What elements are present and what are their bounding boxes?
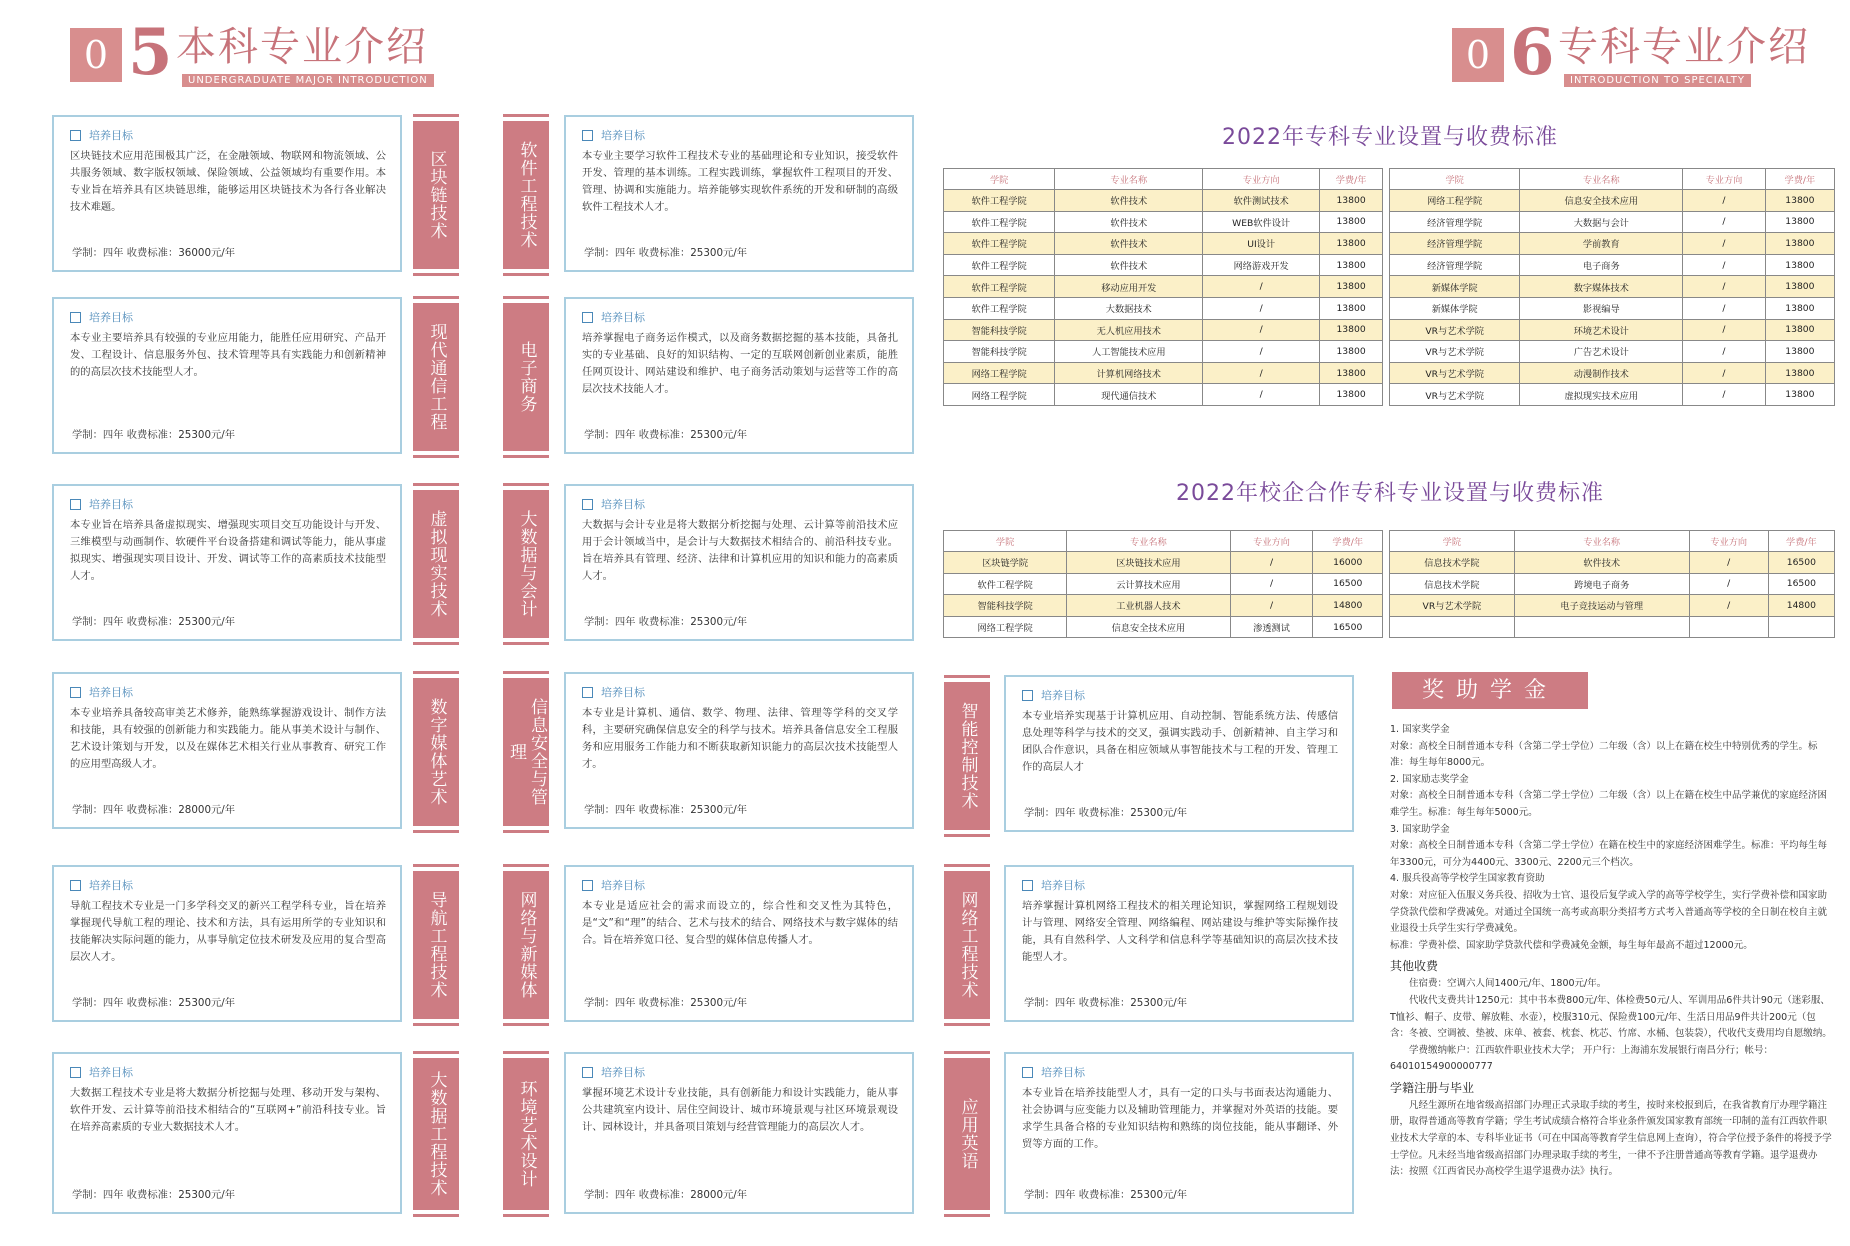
goal-label: 培养目标 bbox=[89, 879, 133, 892]
table-cell: 软件技术 bbox=[1514, 552, 1689, 574]
table-cell: 16500 bbox=[1313, 573, 1383, 595]
goal-label: 培养目标 bbox=[601, 498, 645, 511]
major-description: 本专业是计算机、通信、数学、物理、法律、管理等学科的交叉学科，主要研究确保信息安全的科学与技术。培养具备信息安全工程服务和应用服务工作能力和不断获取新知识能力的高层次技术技能型人才。 bbox=[582, 707, 898, 770]
major-tab bbox=[503, 1058, 549, 1210]
table-cell: 计算机网络技术 bbox=[1055, 362, 1203, 384]
table-cell: 软件技术 bbox=[1055, 233, 1203, 255]
banner-digit-0: 0 bbox=[1452, 28, 1504, 82]
award-item: 1. 国家奖学金 bbox=[1390, 724, 1450, 735]
checkbox-icon bbox=[70, 880, 81, 891]
table-cell: 信息技术学院 bbox=[1390, 552, 1515, 574]
award-item: 对象：高校全日制普通本专科（含第二学士学位）二年级（含）以上在籍在校生中品学兼优的家庭经济困难学生。标准：每生每年5000元。 bbox=[1390, 790, 1828, 818]
checkbox-icon bbox=[70, 1067, 81, 1078]
table-cell: / bbox=[1203, 319, 1320, 341]
table-cell: / bbox=[1683, 276, 1766, 298]
major-card bbox=[52, 115, 402, 272]
table-cell bbox=[1390, 616, 1515, 638]
major-fee: 学制：四年 收费标准：25300元/年 bbox=[72, 1189, 236, 1201]
table-cell: 信息安全技术应用 bbox=[1520, 190, 1683, 212]
checkbox-icon bbox=[1022, 880, 1033, 891]
table-cell: 大数据技术 bbox=[1055, 297, 1203, 319]
table-cell: / bbox=[1683, 297, 1766, 319]
table-cell: 13800 bbox=[1765, 233, 1834, 255]
table-row bbox=[944, 254, 1383, 276]
table-cell: 软件技术 bbox=[1055, 211, 1203, 233]
table-row bbox=[944, 552, 1383, 574]
major-fee: 学制：四年 收费标准：25300元/年 bbox=[72, 997, 236, 1009]
major-description: 本专业主要培养具有较强的专业应用能力，能胜任应用研究、产品开发、工程设计、信息服务外包、技术管理等具有实践能力和创新精神的的高层次技术技能型人才。 bbox=[70, 332, 386, 378]
column-header: 学费/年 bbox=[1313, 531, 1383, 552]
checkbox-icon bbox=[70, 312, 81, 323]
checkbox-icon bbox=[582, 130, 593, 141]
goal-label: 培养目标 bbox=[89, 311, 133, 324]
checkbox-icon bbox=[582, 880, 593, 891]
table-cell: 软件工程学院 bbox=[944, 190, 1055, 212]
table-cell: 现代通信技术 bbox=[1055, 384, 1203, 406]
table-cell: / bbox=[1683, 384, 1766, 406]
major-card bbox=[52, 1052, 402, 1214]
table-row bbox=[944, 384, 1383, 406]
major-tab bbox=[413, 678, 459, 826]
major-description: 本专业旨在培养技能型人才，具有一定的口头与书面表达沟通能力、社会协调与应变能力以及辅助管理能力，并掌握对外英语的技能。要求学生具备合格的专业知识结构和熟练的岗位技能，能从事翻译、外贸等方面的工作。 bbox=[1022, 1087, 1338, 1150]
major-fee: 学制：四年 收费标准：28000元/年 bbox=[584, 1189, 748, 1201]
major-fee: 学制：四年 收费标准：25300元/年 bbox=[1024, 1189, 1188, 1201]
table-cell: WEB软件设计 bbox=[1203, 211, 1320, 233]
table-cell: / bbox=[1230, 552, 1313, 574]
table-cell: 渗透测试 bbox=[1230, 616, 1313, 638]
table-cell: 13800 bbox=[1320, 211, 1383, 233]
goal-label: 培养目标 bbox=[601, 686, 645, 699]
table-row bbox=[1390, 211, 1835, 233]
table-cell: 13800 bbox=[1320, 384, 1383, 406]
table-cell bbox=[1768, 616, 1834, 638]
table-cell: 学前教育 bbox=[1520, 233, 1683, 255]
column-header: 学院 bbox=[1390, 531, 1515, 552]
undergrad-banner bbox=[70, 15, 460, 90]
major-fee: 学制：四年 收费标准：25300元/年 bbox=[1024, 807, 1188, 819]
column-header: 专业名称 bbox=[1514, 531, 1689, 552]
column-header: 学费/年 bbox=[1765, 169, 1834, 190]
coop-fee-table bbox=[943, 530, 1383, 638]
major-card bbox=[52, 865, 402, 1022]
major-tab-label: 区块链技术 bbox=[426, 150, 447, 240]
major-tab bbox=[503, 303, 549, 451]
table-cell: 13800 bbox=[1320, 297, 1383, 319]
major-tab-label: 大数据工程技术 bbox=[426, 1071, 447, 1197]
table-title: 2022年专科专业设置与收费标准 bbox=[1222, 125, 1558, 150]
goal-label: 培养目标 bbox=[601, 1066, 645, 1079]
table-cell: 广告艺术设计 bbox=[1520, 341, 1683, 363]
page-subtitle: UNDERGRADUATE MAJOR INTRODUCTION bbox=[182, 74, 434, 87]
table-cell: UI设计 bbox=[1203, 233, 1320, 255]
table-cell: 信息安全技术应用 bbox=[1067, 616, 1230, 638]
table-cell: VR与艺术学院 bbox=[1390, 362, 1520, 384]
table-cell: 网络工程学院 bbox=[1390, 190, 1520, 212]
table-row bbox=[1390, 297, 1835, 319]
award-item: 对象：高校全日制普通本专科（含第二学士学位）在籍在校生中的家庭经济困难学生。标准：平均每生每年3300元，可分为4400元、3300元、2200元三个档次。 bbox=[1390, 840, 1828, 868]
table-cell: / bbox=[1689, 573, 1768, 595]
award-item: 2. 国家励志奖学金 bbox=[1390, 773, 1469, 785]
table-cell: 经济管理学院 bbox=[1390, 211, 1520, 233]
table-cell bbox=[1514, 616, 1689, 638]
table-row bbox=[1390, 595, 1835, 617]
table-row bbox=[1390, 276, 1835, 298]
award-item: 3. 国家助学金 bbox=[1390, 823, 1450, 835]
table-cell: 影视编导 bbox=[1520, 297, 1683, 319]
major-description: 导航工程技术专业是一门多学科交叉的新兴工程学科专业，旨在培养掌握现代导航工程的理论、技术和方法，具有运用所学的专业知识和技能解决实际问题的能力，从事导航定位技术研发及应用的复合型高层次人才。 bbox=[70, 900, 386, 963]
table-row bbox=[1390, 319, 1835, 341]
major-description: 培养掌握电子商务运作模式，以及商务数据挖掘的基本技能，具备扎实的专业基础、良好的知识结构、一定的互联网创新创业素质，能胜任网页设计、网站建设和维护、电子商务活动策划与运营等工作的高层次技术技能人才。 bbox=[582, 332, 898, 395]
table-cell: 13800 bbox=[1765, 254, 1834, 276]
major-card bbox=[564, 484, 914, 641]
table-row bbox=[1390, 190, 1835, 212]
table-cell: 动漫制作技术 bbox=[1520, 362, 1683, 384]
table-cell: 13800 bbox=[1765, 211, 1834, 233]
table-cell: 软件工程学院 bbox=[944, 254, 1055, 276]
award-section bbox=[1390, 722, 1832, 1181]
column-header: 专业方向 bbox=[1689, 531, 1768, 552]
table-cell: 区块链技术应用 bbox=[1067, 552, 1230, 574]
table-row bbox=[944, 341, 1383, 363]
column-header: 学费/年 bbox=[1320, 169, 1383, 190]
table-cell: 13800 bbox=[1765, 276, 1834, 298]
table-row bbox=[1390, 254, 1835, 276]
major-card bbox=[1004, 1052, 1354, 1214]
table-cell: / bbox=[1230, 573, 1313, 595]
table-cell: VR与艺术学院 bbox=[1390, 595, 1515, 617]
major-tab-label: 导航工程技术 bbox=[426, 891, 447, 999]
other-fee-item: 学费缴纳帐户：江西软件职业技术大学； 开户行：上海浦东发展银行南昌分行；帐号：64010154900000777 bbox=[1390, 1044, 1774, 1073]
major-tab-label: 应用英语 bbox=[957, 1098, 978, 1170]
table-cell: 电子竞技运动与管理 bbox=[1514, 595, 1689, 617]
major-fee: 学制：四年 收费标准：36000元/年 bbox=[72, 247, 236, 259]
table-cell: 新媒体学院 bbox=[1390, 297, 1520, 319]
major-fee: 学制：四年 收费标准：28000元/年 bbox=[72, 804, 236, 816]
table-row bbox=[1390, 616, 1835, 638]
table-cell: 经济管理学院 bbox=[1390, 254, 1520, 276]
table-cell: / bbox=[1203, 362, 1320, 384]
major-tab bbox=[503, 490, 549, 638]
table-cell: 13800 bbox=[1765, 297, 1834, 319]
banner-digit-6: 6 bbox=[1510, 15, 1555, 90]
column-header: 专业方向 bbox=[1683, 169, 1766, 190]
table-row bbox=[1390, 233, 1835, 255]
table-row bbox=[944, 595, 1383, 617]
other-fee-item: 代收代支费共计1250元：其中书本费800元/年、体检费50元/人、军训用品6件共计90元（迷彩服、T恤衫、帽子、皮带、解放鞋、水壶），校服310元、保险费100元/年、生活日用品9件共计200元（包含：冬被、空调被、垫被、床单、被套、枕套、枕芯、竹席、水桶、包装袋），代收代支费用均自愿缴纳。 bbox=[1390, 994, 1832, 1040]
major-description: 本专业培养具备较高审美艺术修养，能熟练掌握游戏设计、制作方法和技能，具有较强的创新能力和实践能力。能从事美术设计与制作、艺术设计策划与开发，以及在媒体艺术相关行业从事教育、研究工作的应用型高级人才。 bbox=[70, 707, 386, 770]
banner-digit-5: 5 bbox=[128, 15, 173, 90]
major-description: 本专业培养实现基于计算机应用、自动控制、智能系统方法、传感信息处理等科学与技术的交叉，强调实践动手、创新精神、自主学习和团队合作意识，具备在相应领域从事智能技术与工程的开发、管理工作的高层人才 bbox=[1022, 710, 1338, 773]
table-row bbox=[944, 319, 1383, 341]
table-row bbox=[944, 616, 1383, 638]
major-tab bbox=[413, 871, 459, 1019]
major-card bbox=[1004, 675, 1354, 832]
major-fee: 学制：四年 收费标准：25300元/年 bbox=[584, 429, 748, 441]
column-header: 学费/年 bbox=[1768, 531, 1834, 552]
table-cell: / bbox=[1683, 341, 1766, 363]
major-tab-label: 环境艺术设计 bbox=[516, 1080, 537, 1188]
major-tab-label: 软件工程技术 bbox=[516, 141, 537, 249]
major-card bbox=[52, 484, 402, 641]
major-tab bbox=[503, 121, 549, 269]
table-header-row bbox=[1390, 531, 1835, 552]
major-fee: 学制：四年 收费标准：25300元/年 bbox=[72, 429, 236, 441]
table-cell: 环境艺术设计 bbox=[1520, 319, 1683, 341]
goal-label: 培养目标 bbox=[1041, 879, 1085, 892]
major-card bbox=[52, 297, 402, 454]
table-cell: 16500 bbox=[1768, 573, 1834, 595]
page-subtitle: INTRODUCTION TO SPECIALTY bbox=[1564, 74, 1751, 87]
major-card bbox=[52, 672, 402, 829]
checkbox-icon bbox=[582, 312, 593, 323]
major-fee: 学制：四年 收费标准：25300元/年 bbox=[584, 997, 748, 1009]
table-cell: 软件测试技术 bbox=[1203, 190, 1320, 212]
major-fee: 学制：四年 收费标准：25300元/年 bbox=[72, 616, 236, 628]
checkbox-icon bbox=[70, 499, 81, 510]
major-tab bbox=[413, 1058, 459, 1210]
table-row bbox=[1390, 341, 1835, 363]
major-tab-label: 网络工程技术 bbox=[957, 891, 978, 999]
fee-table bbox=[943, 168, 1383, 406]
major-tab bbox=[944, 682, 990, 830]
table-row bbox=[1390, 573, 1835, 595]
major-description: 大数据与会计专业是将大数据分析挖掘与处理、云计算等前沿技术应用于会计领域当中，是会计与大数据技术相结合的、前沿科技专业。旨在培养具有管理、经济、法律和计算机应用的知识和能力的高素质人才。 bbox=[582, 519, 898, 582]
table-cell: 16500 bbox=[1313, 616, 1383, 638]
major-tab-label: 网络与新媒体 bbox=[516, 891, 537, 999]
table-cell: / bbox=[1683, 362, 1766, 384]
table-cell: / bbox=[1683, 190, 1766, 212]
table-cell: 虚拟现实技术应用 bbox=[1520, 384, 1683, 406]
major-fee: 学制：四年 收费标准：25300元/年 bbox=[584, 247, 748, 259]
table-cell: 14800 bbox=[1768, 595, 1834, 617]
goal-label: 培养目标 bbox=[1041, 1066, 1085, 1079]
checkbox-icon bbox=[1022, 1067, 1033, 1078]
table-cell: 智能科技学院 bbox=[944, 319, 1055, 341]
major-tab bbox=[503, 678, 549, 826]
major-tab bbox=[413, 121, 459, 269]
table-cell: / bbox=[1230, 595, 1313, 617]
table-cell: 14800 bbox=[1313, 595, 1383, 617]
table-cell: 软件工程学院 bbox=[944, 233, 1055, 255]
table-cell: / bbox=[1683, 211, 1766, 233]
goal-label: 培养目标 bbox=[89, 1066, 133, 1079]
major-tab bbox=[944, 871, 990, 1019]
column-header: 学院 bbox=[944, 169, 1055, 190]
table-cell: 大数据与会计 bbox=[1520, 211, 1683, 233]
specialty-banner bbox=[1452, 15, 1832, 90]
table-cell: 13800 bbox=[1765, 190, 1834, 212]
table-cell: / bbox=[1683, 254, 1766, 276]
table-row bbox=[944, 211, 1383, 233]
coop-fee-table bbox=[1389, 530, 1835, 638]
major-card bbox=[564, 672, 914, 829]
table-cell: / bbox=[1683, 319, 1766, 341]
major-card bbox=[1004, 865, 1354, 1022]
table-cell: / bbox=[1203, 384, 1320, 406]
table-cell: VR与艺术学院 bbox=[1390, 384, 1520, 406]
table-cell: 16500 bbox=[1768, 552, 1834, 574]
major-tab-label: 信息安全与管理 bbox=[506, 698, 547, 806]
major-tab bbox=[944, 1058, 990, 1210]
table-cell: 移动应用开发 bbox=[1055, 276, 1203, 298]
major-tab-label: 大数据与会计 bbox=[516, 510, 537, 618]
table-row bbox=[944, 297, 1383, 319]
award-item: 对象：对应征入伍服义务兵役、招收为士官、退役后复学或入学的高等学校学生，实行学费补偿和国家助学贷款代偿和学费减免。对通过全国统一高考或高职分类招考方式考入普通高等学校的全日制在校自主就业退役士兵学生实行学费减免。 bbox=[1390, 889, 1828, 935]
checkbox-icon bbox=[582, 687, 593, 698]
table-row bbox=[944, 362, 1383, 384]
registration-text: 凡经生源所在地省级高招部门办理正式录取手续的考生，按时来校报到后，在我省教育厅办理学籍注册，取得普通高等教育学籍；学生考试成绩合格符合毕业条件颁发国家教育部统一印制的盖有江西软件职业技术大学章的本、专科毕业证书（可在中国高等教育学生信息网上查询），符合学位授予条件的将授予学士学位。凡未经当地省级高招部门办理录取手续的考生，一律不予注册普通高等教育学籍。退学退费办法：按照《江西省民办高校学生退学退费办法》执行。 bbox=[1390, 1099, 1832, 1178]
table-cell: VR与艺术学院 bbox=[1390, 319, 1520, 341]
table-cell: 软件工程学院 bbox=[944, 276, 1055, 298]
major-description: 大数据工程技术专业是将大数据分析挖掘与处理、移动开发与架构、软件开发、云计算等前沿技术相结合的“互联网+”前沿科技专业。旨在培养高素质的专业大数据技术人才。 bbox=[70, 1087, 386, 1133]
table-cell: 13800 bbox=[1320, 276, 1383, 298]
table-title: 2022年校企合作专科专业设置与收费标准 bbox=[1176, 481, 1604, 506]
registration-heading: 学籍注册与毕业 bbox=[1390, 1080, 1475, 1095]
major-tab bbox=[413, 490, 459, 638]
major-fee: 学制：四年 收费标准：25300元/年 bbox=[584, 804, 748, 816]
goal-label: 培养目标 bbox=[89, 498, 133, 511]
table-cell: 跨境电子商务 bbox=[1514, 573, 1689, 595]
major-description: 培养掌握计算机网络工程技术的相关理论知识，掌握网络工程规划设计与管理、网络安全管理、网络编程、网站建设与维护等实际操作技能，具有自然科学、人文科学和信息科学等基础知识的高层次技术技能型人才。 bbox=[1022, 900, 1338, 963]
major-tab-label: 现代通信工程 bbox=[426, 323, 447, 431]
column-header: 专业方向 bbox=[1230, 531, 1313, 552]
major-tab bbox=[413, 303, 459, 451]
major-card bbox=[564, 115, 914, 272]
column-header: 学院 bbox=[944, 531, 1067, 552]
table-cell: 13800 bbox=[1320, 254, 1383, 276]
table-cell: 网络工程学院 bbox=[944, 362, 1055, 384]
table-cell: 智能科技学院 bbox=[944, 595, 1067, 617]
table-cell: 13800 bbox=[1765, 362, 1834, 384]
table-cell: 工业机器人技术 bbox=[1067, 595, 1230, 617]
table-header-row bbox=[1390, 169, 1835, 190]
table-row bbox=[944, 233, 1383, 255]
table-cell bbox=[1689, 616, 1768, 638]
table-cell: 无人机应用技术 bbox=[1055, 319, 1203, 341]
table-cell: / bbox=[1203, 297, 1320, 319]
award-item: 标准：学费补偿、国家助学贷款代偿和学费减免金额，每生每年最高不超过12000元。 bbox=[1390, 939, 1753, 951]
table-cell: 智能科技学院 bbox=[944, 341, 1055, 363]
major-tab-label: 智能控制技术 bbox=[957, 702, 978, 810]
table-header-row bbox=[944, 169, 1383, 190]
table-cell: 网络工程学院 bbox=[944, 384, 1055, 406]
table-row bbox=[1390, 384, 1835, 406]
table-cell: 区块链学院 bbox=[944, 552, 1067, 574]
table-row bbox=[944, 573, 1383, 595]
table-cell: 13800 bbox=[1765, 319, 1834, 341]
table-cell: / bbox=[1689, 552, 1768, 574]
fee-table bbox=[1389, 168, 1835, 406]
table-row bbox=[944, 190, 1383, 212]
award-title: 奖助学金 bbox=[1392, 672, 1588, 709]
column-header: 专业名称 bbox=[1520, 169, 1683, 190]
goal-label: 培养目标 bbox=[601, 879, 645, 892]
checkbox-icon bbox=[582, 1067, 593, 1078]
table-cell: 13800 bbox=[1320, 362, 1383, 384]
column-header: 专业方向 bbox=[1203, 169, 1320, 190]
major-description: 本专业是适应社会的需求而设立的，综合性和交叉性为其特色，是“文”和“理”的结合、艺术与技术的结合、网络技术与数字媒体的结合。旨在培养宽口径、复合型的媒体信息传播人才。 bbox=[582, 900, 898, 946]
major-card bbox=[564, 1052, 914, 1214]
table-cell: 13800 bbox=[1320, 233, 1383, 255]
table-cell: 软件技术 bbox=[1055, 254, 1203, 276]
major-fee: 学制：四年 收费标准：25300元/年 bbox=[584, 616, 748, 628]
column-header: 专业名称 bbox=[1055, 169, 1203, 190]
checkbox-icon bbox=[582, 499, 593, 510]
column-header: 专业名称 bbox=[1067, 531, 1230, 552]
table-row bbox=[1390, 362, 1835, 384]
table-cell: / bbox=[1203, 341, 1320, 363]
table-cell: VR与艺术学院 bbox=[1390, 341, 1520, 363]
table-cell: 新媒体学院 bbox=[1390, 276, 1520, 298]
table-cell: 数字媒体技术 bbox=[1520, 276, 1683, 298]
banner-digit-0: 0 bbox=[70, 28, 122, 82]
table-cell: 13800 bbox=[1320, 319, 1383, 341]
table-header-row bbox=[944, 531, 1383, 552]
page-title: 本科专业介绍 bbox=[176, 24, 428, 70]
other-fee-item: 住宿费：空调六人间1400元/年、1800元/年。 bbox=[1409, 978, 1607, 990]
table-row bbox=[1390, 552, 1835, 574]
table-cell: 软件工程学院 bbox=[944, 211, 1055, 233]
column-header: 学院 bbox=[1390, 169, 1520, 190]
major-description: 本专业主要学习软件工程技术专业的基础理论和专业知识，接受软件开发、管理的基本训练。工程实践训练，掌握软件工程项目的开发、管理、协调和实施能力。培养能够实现软件系统的开发和研制的高级软件工程技术人才。 bbox=[582, 150, 898, 213]
major-description: 区块链技术应用范围极其广泛，在金融领域、物联网和物流领域、公共服务领域、数字版权领域、保险领域、公益领域均有重要作用。本专业旨在培养具有区块链思维，能够运用区块链技术为各行各业解决技术难题。 bbox=[70, 150, 386, 213]
table-cell: 软件工程学院 bbox=[944, 297, 1055, 319]
major-tab-label: 数字媒体艺术 bbox=[426, 698, 447, 806]
table-cell: 软件工程学院 bbox=[944, 573, 1067, 595]
table-cell: 13800 bbox=[1765, 384, 1834, 406]
table-cell: 网络游戏开发 bbox=[1203, 254, 1320, 276]
major-card bbox=[564, 297, 914, 454]
goal-label: 培养目标 bbox=[89, 129, 133, 142]
page-title: 专科专业介绍 bbox=[1558, 24, 1810, 70]
checkbox-icon bbox=[70, 687, 81, 698]
table-cell: 13800 bbox=[1320, 190, 1383, 212]
table-cell: 16000 bbox=[1313, 552, 1383, 574]
checkbox-icon bbox=[1022, 690, 1033, 701]
goal-label: 培养目标 bbox=[601, 129, 645, 142]
major-tab bbox=[503, 871, 549, 1019]
goal-label: 培养目标 bbox=[601, 311, 645, 324]
checkbox-icon bbox=[70, 130, 81, 141]
major-fee: 学制：四年 收费标准：25300元/年 bbox=[1024, 997, 1188, 1009]
major-card bbox=[564, 865, 914, 1022]
table-cell: / bbox=[1689, 595, 1768, 617]
table-cell: 人工智能技术应用 bbox=[1055, 341, 1203, 363]
table-cell: 经济管理学院 bbox=[1390, 233, 1520, 255]
table-cell: / bbox=[1683, 233, 1766, 255]
other-fees-heading: 其他收费 bbox=[1390, 959, 1439, 974]
award-item: 4. 服兵役高等学校学生国家教育资助 bbox=[1390, 873, 1545, 885]
major-description: 本专业旨在培养具备虚拟现实、增强现实项目交互功能设计与开发、三维模型与动画制作、软硬件平台设备搭建和调试等能力，能从事虚拟现实、增强现实项目设计、开发、调试等工作的高素质技术技能型人才。 bbox=[70, 519, 386, 582]
major-description: 掌握环境艺术设计专业技能，具有创新能力和设计实践能力，能从事公共建筑室内设计、居住空间设计、城市环境景观与社区环境景观设计、园林设计，并具备项目策划与经营管理能力的高层次人才。 bbox=[582, 1087, 898, 1133]
major-tab-label: 虚拟现实技术 bbox=[426, 510, 447, 618]
goal-label: 培养目标 bbox=[89, 686, 133, 699]
award-item: 对象：高校全日制普通本专科（含第二学士学位）二年级（含）以上在籍在校生中特别优秀的学生。标准：每生每年8000元。 bbox=[1390, 740, 1818, 769]
goal-label: 培养目标 bbox=[1041, 689, 1085, 702]
table-cell: 电子商务 bbox=[1520, 254, 1683, 276]
major-tab-label: 电子商务 bbox=[516, 341, 537, 413]
table-cell: 云计算技术应用 bbox=[1067, 573, 1230, 595]
table-cell: 13800 bbox=[1765, 341, 1834, 363]
table-cell: 网络工程学院 bbox=[944, 616, 1067, 638]
table-cell: 信息技术学院 bbox=[1390, 573, 1515, 595]
table-cell: 13800 bbox=[1320, 341, 1383, 363]
table-cell: / bbox=[1203, 276, 1320, 298]
table-row bbox=[944, 276, 1383, 298]
table-cell: 软件技术 bbox=[1055, 190, 1203, 212]
